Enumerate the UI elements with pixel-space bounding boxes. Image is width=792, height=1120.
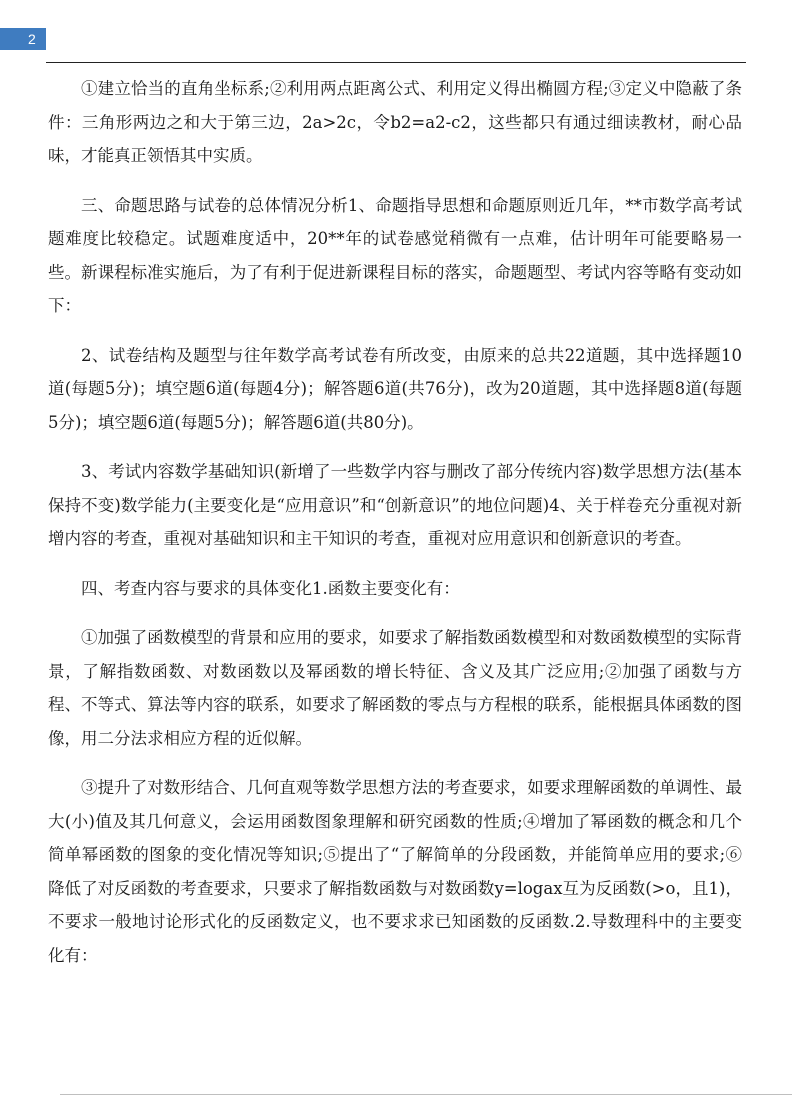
page-number-badge: 2 <box>0 28 46 50</box>
paragraph-7: ③提升了对数形结合、几何直观等数学思想方法的考查要求，如要求理解函数的单调性、最大(小)值及其几何意义，会运用函数图象理解和研究函数的性质;④增加了幂函数的概念和几个简单幂函数的图象的变化情况等知识;⑤提出了“了解简单的分段函数，并能简单应用的要求;⑥降低了对反函数的考查要求，只要求了解指数函数与对数函数y=logax互为反函数(>o，且1)，不要求一般地讨论形式化的反函数定义，也不要求求已知函数的反函数.2.导数理科中的主要变化有： <box>48 778 742 965</box>
paragraph-2: 三、命题思路与试卷的总体情况分析1、命题指导思想和命题原则近几年，**市数学高考试题难度比较稳定。试题难度适中，20**年的试卷感觉稍微有一点难，估计明年可能要略易一些。新课程标准实施后，为了有利于促进新课程目标的落实，命题题型、考试内容等略有变动如下： <box>48 195 742 315</box>
footer-rule <box>60 1094 792 1095</box>
paragraph-6: ①加强了函数模型的背景和应用的要求，如要求了解指数函数模型和对数函数模型的实际背景，了解指数函数、对数函数以及幂函数的增长特征、含义及其广泛应用;②加强了函数与方程、不等式、算法等内容的联系，如要求了解函数的零点与方程根的联系，能根据具体函数的图像，用二分法求相应方程的近似解。 <box>48 628 742 748</box>
paragraph-4: 3、考试内容数学基础知识(新增了一些数学内容与删改了部分传统内容)数学思想方法(基本保持不变)数学能力(主要变化是“应用意识”和“创新意识”的地位问题)4、关于样卷充分重视对新增内容的考查，重视对基础知识和主干知识的考查，重视对应用意识和创新意识的考查。 <box>48 462 742 548</box>
document-body <box>48 72 742 988</box>
header-rule <box>46 62 746 63</box>
paragraph-5: 四、考查内容与要求的具体变化1.函数主要变化有： <box>81 578 460 598</box>
paragraph-3: 2、试卷结构及题型与往年数学高考试卷有所改变，由原来的总共22道题，其中选择题10道(每题5分)；填空题6道(每题4分)；解答题6道(共76分)，改为20道题，其中选择题8道(每题5分)；填空题6道(每题5分)；解答题6道(共80分)。 <box>48 345 742 432</box>
paragraph-1: ①建立恰当的直角坐标系;②利用两点距离公式、利用定义得出椭圆方程;③定义中隐蔽了条件：三角形两边之和大于第三边，2a>2c，令b2=a2-c2，这些都只有通过细读教材，耐心品味，才能真正领悟其中实质。 <box>48 79 742 165</box>
